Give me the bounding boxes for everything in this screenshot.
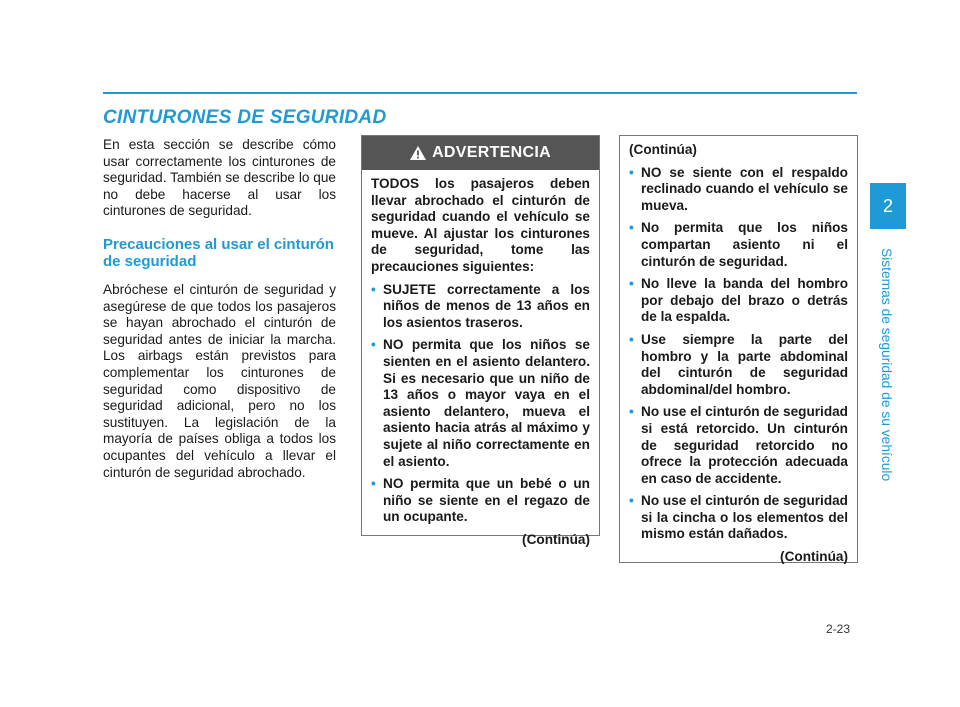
warning-list xyxy=(371,282,590,526)
bullet-icon: • xyxy=(371,337,376,353)
warning-box xyxy=(361,135,600,547)
continued-warning-box xyxy=(619,135,858,563)
bullet-icon: • xyxy=(629,404,634,420)
bullet-icon: • xyxy=(629,331,634,347)
warning-body xyxy=(362,170,599,548)
left-column xyxy=(103,137,336,481)
page-number: 2-23 xyxy=(826,622,851,636)
subheading: Precauciones al usar el cinturón de seguridad xyxy=(103,235,334,270)
warning-title: ADVERTENCIA xyxy=(432,144,551,161)
list-item: • No lleve la banda del hombro por debajo del brazo o detrás de la espalda. xyxy=(629,276,848,325)
chapter-title: Sistemas de seguridad de su vehículo xyxy=(879,248,894,482)
warning-intro: TODOS los pasajeros deben llevar abrochado el cinturón de seguridad cuando el vehículo se mueve. Al ajustar los cinturones de seguridad, tome las precauciones siguientes: xyxy=(371,176,590,274)
list-item: • No use el cinturón de seguridad si está retorcido. Un cinturón de seguridad retorcido no ofrece la protección adecuada en caso de accidente. xyxy=(629,404,848,486)
section-title: CINTURONES DE SEGURIDAD xyxy=(103,107,387,128)
list-item: • Use siempre la parte del hombro y la parte abdominal del cinturón de seguridad abdominal/del hombro. xyxy=(629,331,848,397)
continues-label: (Continúa) xyxy=(522,531,590,547)
list-item: • NO se siente con el respaldo reclinado cuando el vehículo se mueva. xyxy=(629,164,848,213)
continued-body xyxy=(620,136,857,566)
warning-header xyxy=(362,136,599,170)
chapter-tab: 2 xyxy=(870,183,906,229)
bullet-icon: • xyxy=(629,493,634,509)
continued-header: (Continúa) xyxy=(629,142,697,157)
bullet-icon: • xyxy=(629,220,634,236)
bullet-icon: • xyxy=(371,281,376,297)
bullet-icon: • xyxy=(629,276,634,292)
header-rule xyxy=(103,92,857,94)
list-item: • No permita que los niños compartan asiento ni el cinturón de seguridad. xyxy=(629,220,848,269)
bullet-icon: • xyxy=(629,164,634,180)
continues-label: (Continúa) xyxy=(780,549,848,565)
body-paragraph: Abróchese el cinturón de seguridad y asegúrese de que todos los pasajeros se hayan abrochado el cinturón de seguridad antes de iniciar la marcha. Los airbags están previstos para complementar los cinturones de seguridad como dispositivo de seguridad adicional, pero no los sustituyen. La legislación de la mayoría de países obliga a todos los ocupantes del vehículo a llevar el cinturón de seguridad abrochado. xyxy=(103,281,336,480)
bullet-icon: • xyxy=(371,476,376,492)
list-item: • No use el cinturón de seguridad si la cincha o los elementos del mismo están dañados. xyxy=(629,493,848,542)
continued-list xyxy=(629,165,848,543)
list-item: • SUJETE correctamente a los niños de menos de 13 años en los asientos traseros. xyxy=(371,281,590,330)
list-item: • NO permita que los niños se sienten en el asiento delantero. Si es necesario que un niño de 13 años o mayor vaya en el asiento delantero, mueva el asiento hacia atrás al máximo y sujete al niño correctamente en el asiento. xyxy=(371,337,590,469)
list-item: • NO permita que un bebé o un niño se siente en el regazo de un ocupante. xyxy=(371,476,590,525)
warning-triangle-icon xyxy=(410,146,426,160)
intro-paragraph: En esta sección se describe cómo usar correctamente los cinturones de seguridad. También se describe lo que no debe hacerse al usar los cinturones de seguridad. xyxy=(103,137,336,219)
